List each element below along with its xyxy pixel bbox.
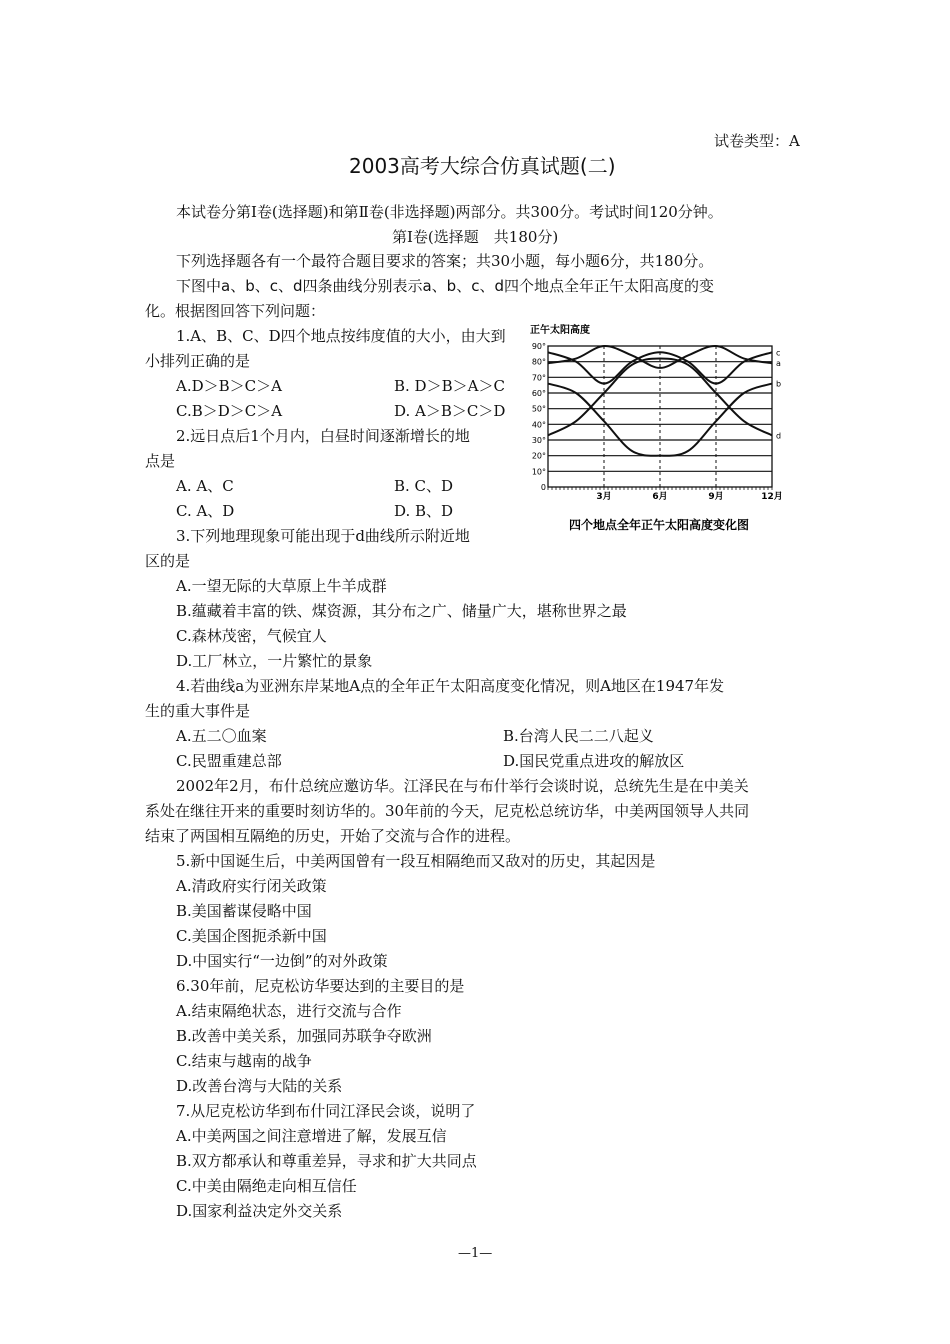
y-tick-label: 50° xyxy=(531,404,546,414)
y-tick-label: 80° xyxy=(531,357,546,367)
q7-option-a: A.中美两国之间注意增进了解，发展互信 xyxy=(176,1127,447,1145)
q7-option-d: D.国家利益决定外交关系 xyxy=(176,1202,343,1220)
q2-stem-line1: 2.远日点后1个月内，白昼时间逐渐增长的地 xyxy=(176,427,470,445)
q4-option-d: D.国民党重点进攻的解放区 xyxy=(503,752,685,770)
intro-text: 本试卷分第Ⅰ卷(选择题)和第Ⅱ卷(非选择题)两部分。共300分。考试时间120分钟。 xyxy=(176,203,723,221)
geo-intro-line1: 下图中a、b、c、d四条曲线分别表示a、b、c、d四个地点全年正午太阳高度的变 xyxy=(176,277,714,295)
geo-intro-line2: 化。根据图回答下列问题： xyxy=(145,302,326,320)
q3-option-c: C.森林茂密，气候宜人 xyxy=(176,627,327,645)
q1-option-c: C.B＞D＞C＞A xyxy=(176,402,283,420)
instructions-text: 下列选择题各有一个最符合题目要求的答案；共30小题，每小题6分，共180分。 xyxy=(176,252,714,270)
q6-stem: 6.30年前，尼克松访华要达到的主要目的是 xyxy=(176,977,465,995)
x-tick-label: 9月 xyxy=(708,492,724,502)
q5-stem: 5.新中国诞生后，中美两国曾有一段互相隔绝而又敌对的历史，其起因是 xyxy=(176,852,656,870)
q2-option-a: A. A、C xyxy=(176,477,234,495)
q2-stem-line2: 点是 xyxy=(145,452,176,470)
q1-option-d: D. A＞B＞C＞D xyxy=(394,402,506,420)
y-tick-label: 70° xyxy=(531,373,546,383)
x-tick-label: 3月 xyxy=(596,492,612,502)
q7-option-b: B.双方都承认和尊重差异，寻求和扩大共同点 xyxy=(176,1152,477,1170)
chart-caption: 四个地点全年正午太阳高度变化图 xyxy=(568,518,750,532)
y-tick-label: 40° xyxy=(531,420,546,430)
q3-option-a: A.一望无际的大草原上牛羊成群 xyxy=(176,577,387,595)
q1-option-b: B. D＞B＞A＞C xyxy=(394,377,505,395)
x-tick-label: 12月 xyxy=(761,492,783,502)
q7-stem: 7.从尼克松访华到布什同江泽民会谈，说明了 xyxy=(176,1102,476,1120)
q6-option-b: B.改善中美关系，加强同苏联争夺欧洲 xyxy=(176,1027,432,1045)
q2-option-b: B. C、D xyxy=(394,477,454,495)
q2-option-c: C. A、D xyxy=(176,502,235,520)
passage-line1: 2002年2月，布什总统应邀访华。江泽民在与布什举行会谈时说，总统先生是在中美关 xyxy=(176,777,749,795)
y-tick-label: 60° xyxy=(531,389,546,398)
q5-option-c: C.美国企图扼杀新中国 xyxy=(176,927,327,945)
q2-option-d: D. B、D xyxy=(394,502,454,520)
paper-type: 试卷类型：A xyxy=(714,132,800,150)
q7-option-c: C.中美由隔绝走向相互信任 xyxy=(176,1177,357,1195)
exam-title: 2003高考大综合仿真试题(二) xyxy=(349,154,616,178)
y-tick-label: 30° xyxy=(531,436,546,445)
q3-stem-line2: 区的是 xyxy=(145,552,191,570)
q6-option-d: D.改善台湾与大陆的关系 xyxy=(176,1077,343,1095)
q3-option-d: D.工厂林立，一片繁忙的景象 xyxy=(176,652,373,670)
q4-stem-line1: 4.若曲线a为亚洲东岸某地A点的全年正午太阳高度变化情况，则A地区在1947年发 xyxy=(176,677,725,695)
page-number: —1— xyxy=(458,1246,493,1261)
passage-line3: 结束了两国相互隔绝的历史，开始了交流与合作的进程。 xyxy=(145,827,521,845)
sun-altitude-chart xyxy=(528,322,790,538)
x-tick-label: 6月 xyxy=(652,492,668,502)
q4-option-c: C.民盟重建总部 xyxy=(176,752,282,770)
section-heading: 第Ⅰ卷(选择题 共180分) xyxy=(392,228,559,246)
y-tick-label: 10° xyxy=(531,467,546,477)
passage-line2: 系处在继往开来的重要时刻访华的。30年前的今天，尼克松总统访华，中美两国领导人共同 xyxy=(145,802,750,820)
curve-label-b: b xyxy=(776,379,782,389)
q1-option-a: A.D＞B＞C＞A xyxy=(176,377,282,395)
curve-label-d: d xyxy=(776,431,782,441)
q5-option-a: A.清政府实行闭关政策 xyxy=(176,877,327,895)
q4-option-b: B.台湾人民二二八起义 xyxy=(503,727,654,745)
y-tick-label: 0 xyxy=(540,483,546,492)
q1-stem-line1: 1.A、B、C、D四个地点按纬度值的大小，由大到 xyxy=(176,327,506,345)
q5-option-d: D.中国实行“一边倒”的对外政策 xyxy=(176,952,388,970)
q5-option-b: B.美国蓄谋侵略中国 xyxy=(176,902,312,920)
q6-option-c: C.结束与越南的战争 xyxy=(176,1052,312,1070)
chart-title: 正午太阳高度 xyxy=(530,325,590,336)
y-tick-label: 20° xyxy=(531,451,546,461)
curve-label-c: c xyxy=(776,348,781,358)
y-tick-label: 90° xyxy=(531,342,546,351)
q3-option-b: B.蕴藏着丰富的铁、煤资源，其分布之广、储量广大，堪称世界之最 xyxy=(176,602,627,620)
q4-option-a: A.五二〇血案 xyxy=(176,727,267,745)
curve-label-a: a xyxy=(776,359,781,369)
q1-stem-line2: 小排列正确的是 xyxy=(145,352,251,370)
q6-option-a: A.结束隔绝状态，进行交流与合作 xyxy=(176,1002,402,1020)
q3-stem-line1: 3.下列地理现象可能出现于d曲线所示附近地 xyxy=(176,527,470,545)
q4-stem-line2: 生的重大事件是 xyxy=(145,702,251,720)
